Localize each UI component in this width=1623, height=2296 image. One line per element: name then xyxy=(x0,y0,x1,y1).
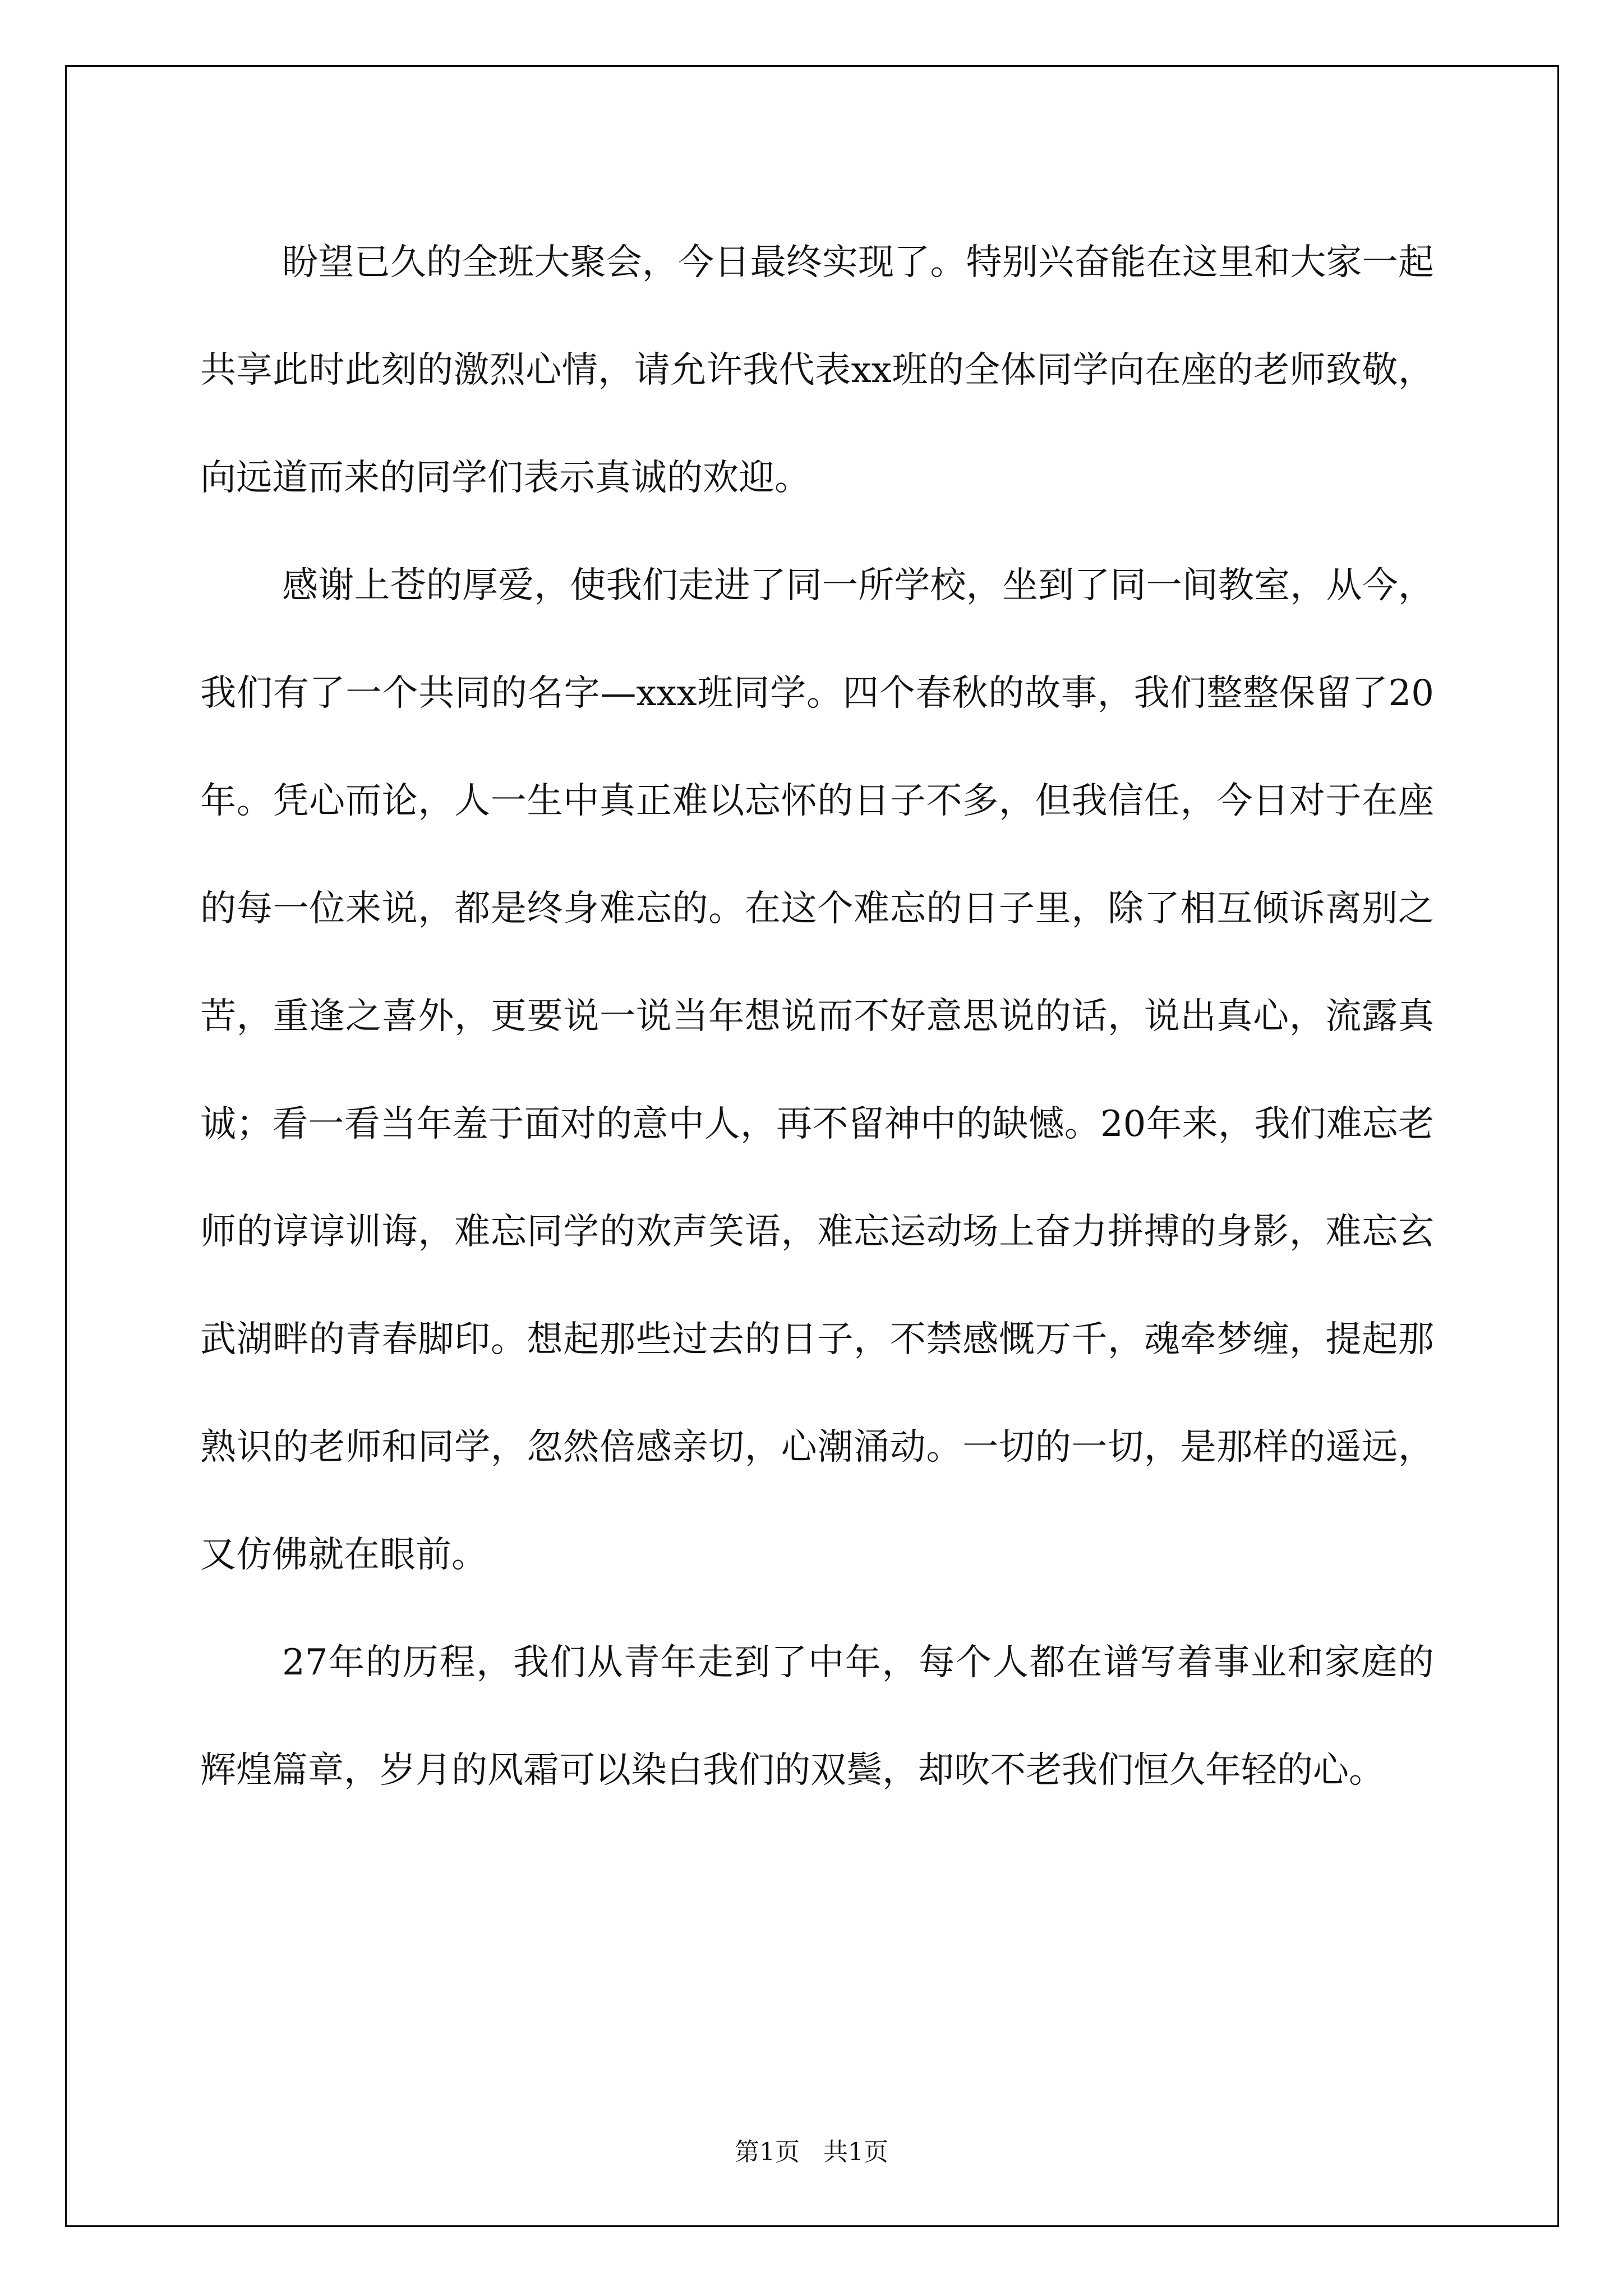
page-total: 共1页 xyxy=(823,2138,888,2166)
page-number: 第1页 xyxy=(735,2138,800,2166)
paragraph-1: 盼望已久的全班大聚会，今日最终实现了。特别兴奋能在这里和大家一起共享此时此刻的激烈心情，请允许我代表xx班的全体同学向在座的老师致敬，向远道而来的同学们表示真诚的欢迎。 xyxy=(200,242,1434,499)
page-footer xyxy=(0,2132,1623,2168)
document-body xyxy=(200,209,1434,1824)
paragraph-2: 感谢上苍的厚爱，使我们走进了同一所学校，坐到了同一间教室，从今，我们有了一个共同的名字—xxx班同学。四个春秋的故事，我们整整保留了20年。凭心而论，人一生中真正难以忘怀的日子不多，但我信任，今日对于在座的每一位来说，都是终身难忘的。在这个难忘的日子里，除了相互倾诉离别之苦，重逢之喜外，更要说一说当年想说而不好意思说的话，说出真心，流露真诚；看一看当年羞于面对的意中人，再不留神中的缺憾。20年来，我们难忘老师的谆谆训诲，难忘同学的欢声笑语，难忘运动场上奋力拼搏的身影，难忘玄武湖畔的青春脚印。想起那些过去的日子，不禁感慨万千，魂牵梦缠，提起那熟识的老师和同学，忽然倍感亲切，心潮涌动。一切的一切，是那样的遥远，又仿佛就在眼前。 xyxy=(200,565,1434,1576)
paragraph-3: 27年的历程，我们从青年走到了中年，每个人都在谱写着事业和家庭的辉煌篇章，岁月的风霜可以染白我们的双鬓，却吹不老我们恒久年轻的心。 xyxy=(200,1642,1434,1791)
